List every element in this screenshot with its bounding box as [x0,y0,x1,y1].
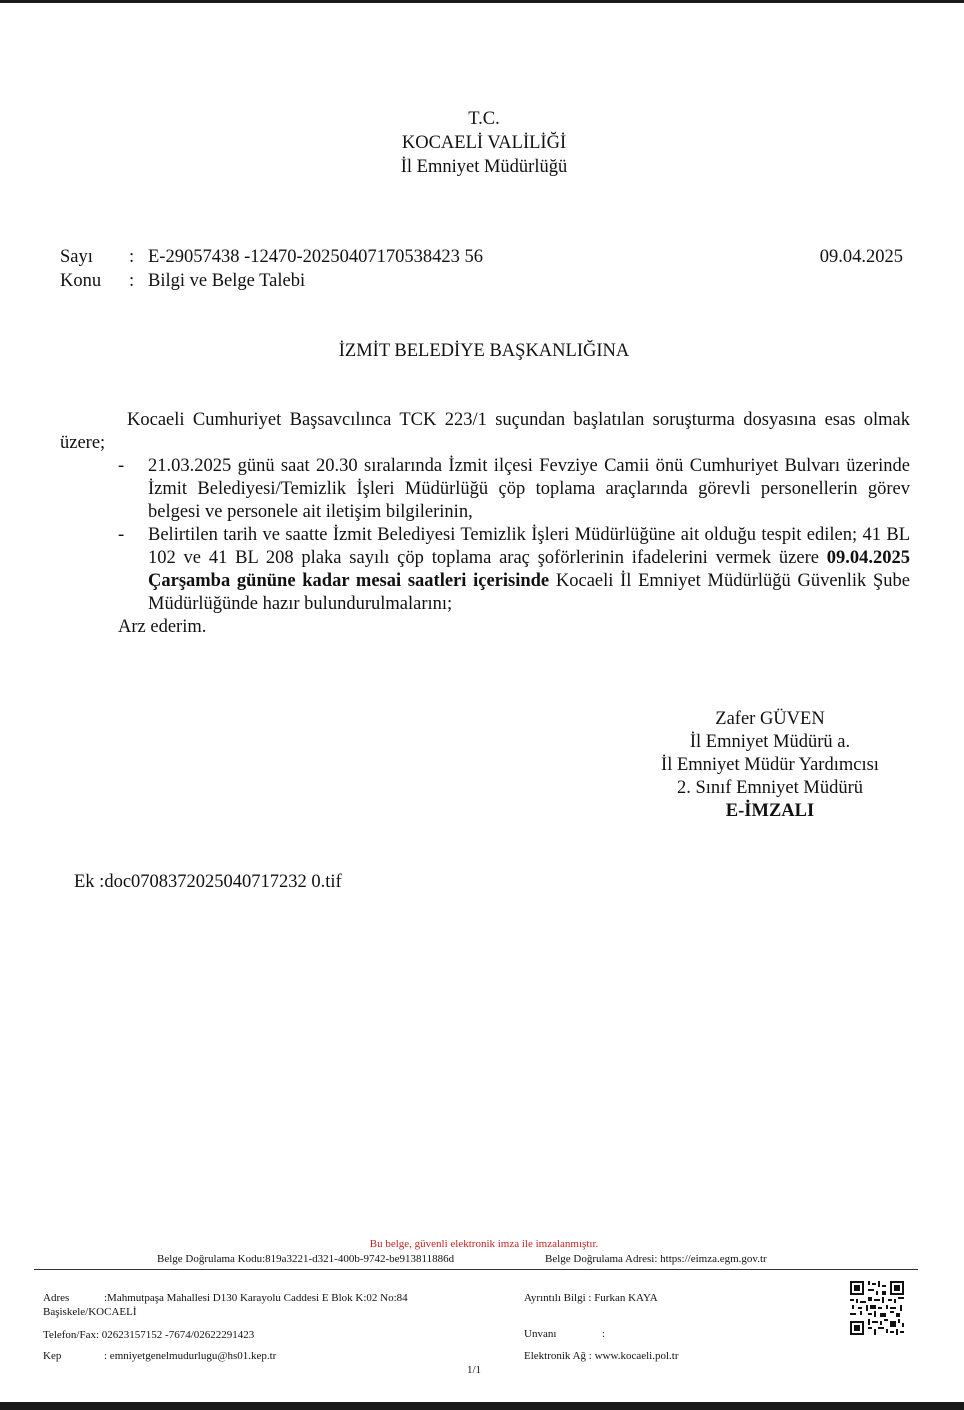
attachment-reference: Ek :doc0708372025040717232 0.tif [74,872,342,892]
signer-title-2: İl Emniyet Müdür Yardımcısı [661,755,879,775]
list-item [60,455,910,524]
bullet-text-2-bold: 09.04.2025 Çarşamba gününe kadar mesai saatleri içerisinde [148,548,911,591]
e-signed-label: E-İMZALI [725,801,815,821]
footer-divider [34,1269,918,1270]
bullet-text-2-part1: Belirtilen tarih ve saatte İzmit Belediyesi Temizlik İşleri Müdürlüğüne ait olduğu tespit edilen; 41 BL 102 ve 41 BL 208 plaka sayılı çöp toplama araç şoförlerinin ifadelerini vermek üzere [148,525,910,568]
title-colon: : [602,1328,606,1340]
address-city: Başiskele/KOCAELİ [43,1306,137,1318]
sayi-label: Sayı [60,247,93,267]
contact-person: Ayrıntılı Bilgi : Furkan KAYA [524,1292,658,1304]
kep-value: : emniyetgenelmudurlugu@hs01.kep.tr [104,1350,277,1362]
kep-label: Kep [43,1350,62,1362]
letterhead [0,107,964,179]
addressee: İZMİT BELEDİYE BAŞKANLIĞINA [338,341,630,361]
signature-block [620,708,920,823]
list-dash: - [118,456,125,476]
verification-code: Belge Doğrulama Kodu:819a3221-d321-400b-9742-be913811886d [157,1253,455,1265]
sayi-row [0,246,700,269]
konu-label: Konu [60,271,102,291]
document-date: 09.04.2025 [819,247,903,267]
konu-value: Bilgi ve Belge Talebi [148,271,306,291]
letter-body [60,409,910,639]
letterhead-line-tc: T.C. [468,109,500,129]
signer-name: Zafer GÜVEN [715,709,825,729]
bullet-text-1: 21.03.2025 günü saat 20.30 sıralarında İzmit ilçesi Fevziye Camii önü Cumhuriyet Bulvarı üzerinde İzmit Belediyesi/Temizlik İşleri Müdürlüğü çöp toplama araçlarında görevli personellerin görev belgesi ve personele ait iletişim bilgilerinin, [148,456,910,522]
title-label: Unvanı [524,1328,557,1340]
closing-line: Arz ederim. [118,617,207,637]
signer-title-3: 2. Sınıf Emniyet Müdürü [676,778,864,798]
sayi-value: E-29057438 -12470-20250407170538423 56 [148,247,484,267]
signer-title-1: İl Emniyet Müdürü a. [689,732,851,752]
konu-row [0,270,700,293]
letterhead-line-mudurluk: İl Emniyet Müdürlüğü [400,157,568,177]
website: Elektronik Ağ : www.kocaeli.pol.tr [524,1350,679,1362]
letterhead-line-valilik: KOCAELİ VALİLİĞİ [401,133,567,153]
list-dash: - [118,525,125,545]
address-value: :Mahmutpaşa Mahallesi D130 Karayolu Caddesi E Blok K:02 No:84 [104,1292,408,1304]
intro-paragraph: Kocaeli Cumhuriyet Başsavcılınca TCK 223/1 suçundan başlatılan soruşturma dosyasına esas olmak üzere; [60,410,910,453]
qr-code-icon [850,1281,904,1335]
bottom-border [0,1402,964,1410]
verification-address: Belge Doğrulama Adresi: https://eimza.egm.gov.tr [545,1253,767,1265]
list-item [60,524,910,616]
phone-fax: Telefon/Fax: 02623157152 -7674/02622291423 [43,1329,255,1341]
bullet-text-2-part2: Kocaeli İl Emniyet Müdürlüğü Güvenlik Şube Müdürlüğünde hazır bulundurulmalarını; [148,571,911,614]
address-label: Adres [43,1292,70,1304]
page-number: 1/1 [466,1364,482,1376]
sayi-colon: : [129,247,135,267]
e-signature-note: Bu belge, güvenli elektronik imza ile imzalanmıştır. [369,1238,599,1250]
konu-colon: : [129,271,135,291]
